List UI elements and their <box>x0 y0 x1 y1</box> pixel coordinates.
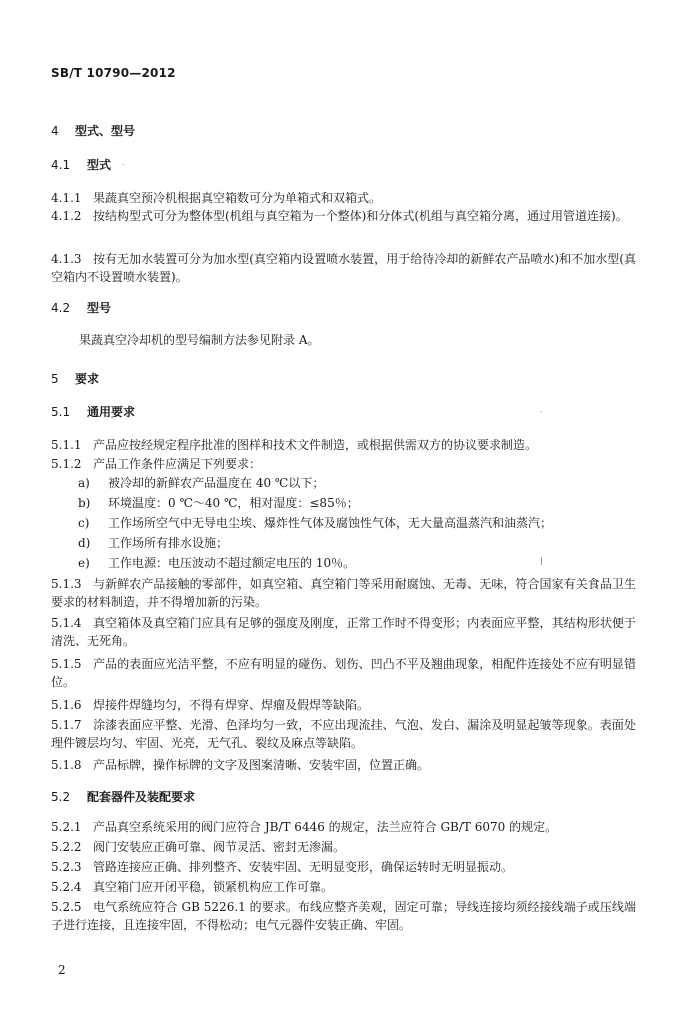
clause-4-1-1 <box>51 189 636 207</box>
section-number: 4.2 <box>51 301 71 315</box>
scan-speck <box>541 557 542 565</box>
section-5-heading <box>51 372 99 387</box>
list-marker: c) <box>78 516 90 530</box>
clause-text: 与新鲜农产品接触的零部件，如真空箱、真空箱门等采用耐腐蚀、无毒、无味，符合国家有关食品卫生要求的材料制造，并不得增加新的污染。 <box>51 577 636 609</box>
list-item <box>78 556 355 571</box>
clause-number: 5.1.3 <box>51 577 82 591</box>
clause-number: 5.1.4 <box>51 616 82 630</box>
list-text: 工作电源：电压波动不超过额定电压的 10％。 <box>108 556 356 570</box>
clause-text: 按有无加水装置可分为加水型(真空箱内设置喷水装置，用于给待冷却的新鲜农产品喷水)和不加水型(真空箱内不设置喷水装置)。 <box>51 252 636 284</box>
clause-text: 按结构型式可分为整体型(机组与真空箱为一个整体)和分体式(机组与真空箱分离，通过用管道连接)。 <box>93 209 628 223</box>
clause-number: 4.1.3 <box>51 252 82 266</box>
section-4-heading <box>51 124 135 139</box>
clause-text: 真空箱门应开闭平稳，锁紧机构应工作可靠。 <box>93 880 334 894</box>
clause-5-1-6 <box>51 696 636 714</box>
section-title: 通用要求 <box>87 405 136 419</box>
clause-text: 产品应按经规定程序批准的图样和技术文件制造，或根据供需双方的协议要求制造。 <box>93 438 538 452</box>
clause-text: 产品标牌，操作标牌的文字及图案清晰、安装牢固，位置正确。 <box>93 758 430 772</box>
clause-4-1-3 <box>51 250 636 286</box>
clause-number: 5.1.6 <box>51 698 82 712</box>
clause-5-1-3 <box>51 575 636 611</box>
clause-number: 4.1.1 <box>51 191 82 205</box>
section-number: 5.2 <box>51 790 71 804</box>
clause-text: 产品工作条件应满足下列要求： <box>93 457 262 471</box>
clause-number: 5.1.1 <box>51 438 82 452</box>
clause-text: 阀门安装应正确可靠、阀节灵活、密封无渗漏。 <box>93 840 346 854</box>
clause-5-2-3 <box>51 858 636 876</box>
clause-text: 产品的表面应光洁平整，不应有明显的碰伤、划伤、凹凸不平及翘曲现象，相配件连接处不应有明显错位。 <box>51 657 636 689</box>
list-text: 环境温度：0 ℃～40 ℃，相对湿度：≤85％； <box>108 496 359 510</box>
list-item <box>78 476 324 491</box>
list-item <box>78 536 228 551</box>
standard-code-header: SB/T 10790—2012 <box>51 66 176 80</box>
clause-4-2-text: 果蔬真空冷却机的型号编制方法参见附录 A。 <box>79 333 320 347</box>
scan-speck <box>541 411 542 412</box>
section-number: 4.1 <box>51 158 71 172</box>
section-number: 4 <box>51 124 59 138</box>
clause-4-1-2 <box>51 207 636 225</box>
clause-text: 真空箱体及真空箱门应具有足够的强度及刚度，正常工作时不得变形；内表面应平整，其结构形状便于清洗、无死角。 <box>51 616 636 648</box>
clause-text: 涂漆表面应平整、光滑、色泽均匀一致，不应出现流挂、气泡、发白、漏涂及明显起皱等现象。表面处理件镀层均匀、牢固、光亮，无气孔、裂纹及麻点等缺陷。 <box>51 718 636 750</box>
clause-number: 5.1.2 <box>51 457 82 471</box>
clause-5-2-5 <box>51 898 636 934</box>
clause-5-1-4 <box>51 614 636 650</box>
clause-5-1-2 <box>51 455 636 473</box>
section-number: 5 <box>51 372 59 386</box>
section-5-2-heading <box>51 790 195 805</box>
list-text: 被冷却的新鲜农产品温度在 40 ℃以下； <box>108 476 325 490</box>
list-marker: d) <box>78 536 91 550</box>
clause-number: 5.1.7 <box>51 718 82 732</box>
clause-number: 5.2.4 <box>51 880 82 894</box>
section-5-1-heading <box>51 405 135 420</box>
clause-number: 5.2.1 <box>51 820 82 834</box>
clause-number: 5.1.8 <box>51 758 82 772</box>
list-text: 工作场所空气中无导电尘埃、爆炸性气体及腐蚀性气体，无大量高温蒸汽和油蒸汽； <box>108 516 553 530</box>
clause-5-2-1 <box>51 818 636 836</box>
clause-text: 果蔬真空预冷机根据真空箱数可分为单箱式和双箱式。 <box>93 191 382 205</box>
clause-5-2-4 <box>51 878 636 896</box>
clause-text: 电气系统应符合 GB 5226.1 的要求。布线应整齐美观，固定可靠；导线连接均须经接线端子或压线端子进行连接，且连接牢固，不得松动；电气元器件安装正确、牢固。 <box>51 900 636 932</box>
list-text: 工作场所有排水设施； <box>108 536 229 550</box>
section-title: 型号 <box>87 301 112 315</box>
list-marker: b) <box>78 496 91 510</box>
section-title: 配套器件及装配要求 <box>87 790 196 804</box>
clause-text: 产品真空系统采用的阀门应符合 JB/T 6446 的规定，法兰应符合 GB/T 6070 的规定。 <box>93 820 558 834</box>
clause-number: 5.2.2 <box>51 840 82 854</box>
list-item <box>78 496 359 511</box>
clause-5-1-7 <box>51 716 636 752</box>
clause-number: 5.1.5 <box>51 657 82 671</box>
clause-5-1-8 <box>51 756 636 774</box>
list-marker: a) <box>78 476 90 490</box>
clause-number: 5.2.3 <box>51 860 82 874</box>
clause-5-1-1 <box>51 436 636 454</box>
section-title: 型式 <box>87 158 112 172</box>
section-title: 要求 <box>75 372 100 386</box>
list-marker: e) <box>78 556 90 570</box>
list-item <box>78 516 552 531</box>
clause-number: 4.1.2 <box>51 209 82 223</box>
section-4-2-heading <box>51 301 111 316</box>
clause-5-1-5 <box>51 655 636 691</box>
clause-number: 5.2.5 <box>51 900 82 914</box>
section-number: 5.1 <box>51 405 71 419</box>
section-title: 型式、型号 <box>75 124 136 138</box>
scan-speck <box>123 164 124 165</box>
clause-5-2-2 <box>51 838 636 856</box>
clause-text: 管路连接应正确、排列整齐、安装牢固、无明显变形，确保运转时无明显振动。 <box>93 860 514 874</box>
clause-text: 焊接件焊缝均匀，不得有焊穿、焊瘤及假焊等缺陷。 <box>93 698 370 712</box>
section-4-1-heading <box>51 158 111 173</box>
page-number: 2 <box>58 963 66 977</box>
